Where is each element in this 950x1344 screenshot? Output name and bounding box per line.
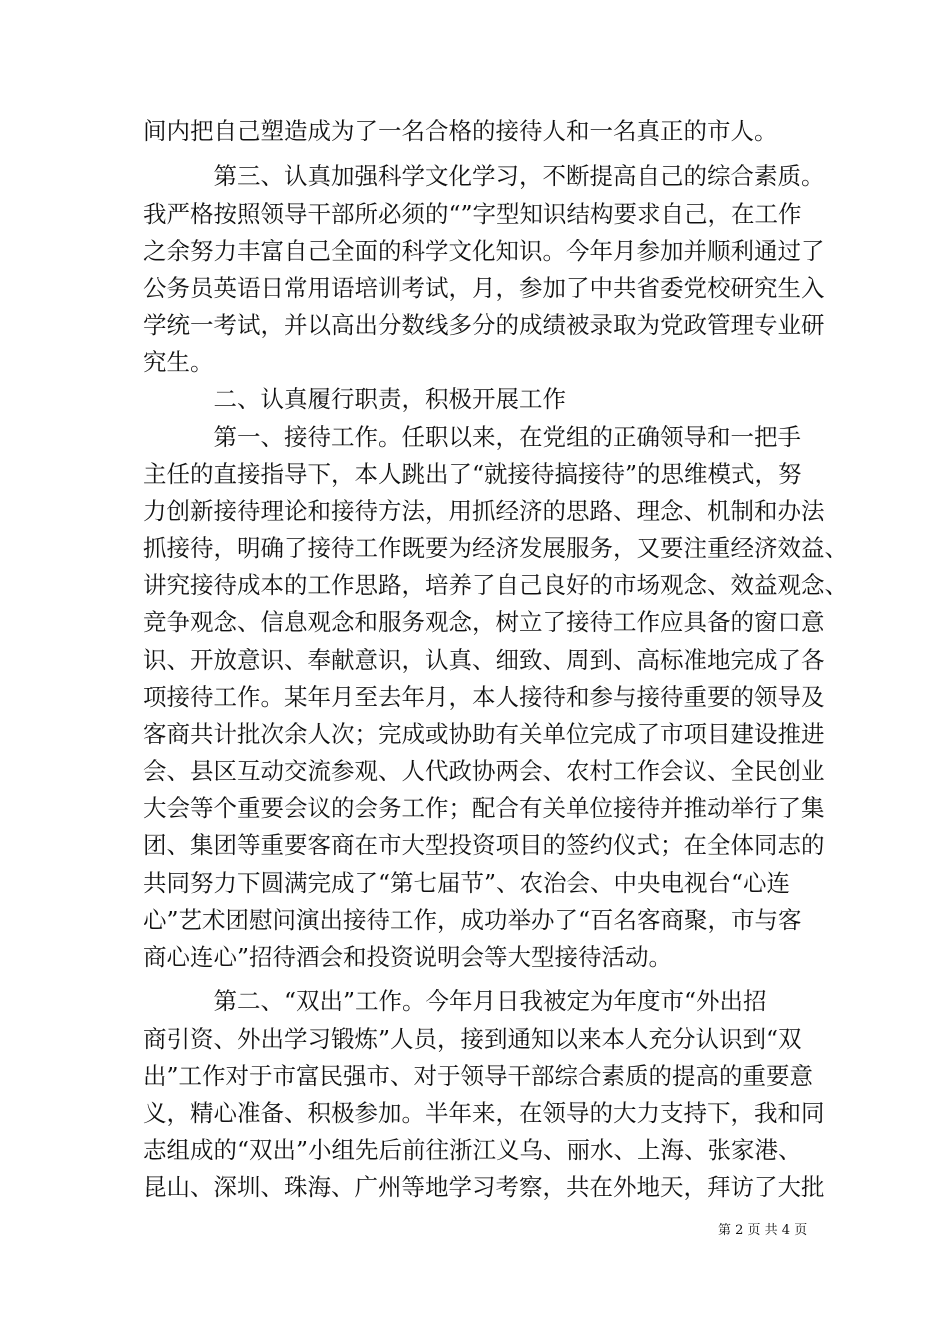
text-line: 昆山、深圳、珠海、广州等地学习考察，共在外地天，拜访了大批 — [143, 1173, 825, 1201]
text-line: 志组成的“双出”小组先后前往浙江义乌、丽水、上海、张家港、 — [143, 1136, 802, 1164]
text-line: 第二、“双出”工作。今年月日我被定为年度市“外出招 — [143, 987, 767, 1015]
text-line: 团、集团等重要客商在市大型投资项目的签约仪式；在全体同志的 — [143, 831, 825, 859]
text-line: 之余努力丰富自己全面的科学文化知识。今年月参加并顺利通过了 — [143, 237, 825, 265]
section-heading: 二、认真履行职责，积极开展工作 — [143, 385, 566, 413]
page-number-footer: 第 2 页 共 4 页 — [718, 1223, 808, 1238]
text-line: 我严格按照领导干部所必须的“”字型知识结构要求自己，在工作 — [143, 200, 802, 228]
text-line: 第一、接待工作。任职以来，在党组的正确领导和一把手 — [143, 423, 801, 451]
text-line: 间内把自己塑造成为了一名合格的接待人和一名真正的市人。 — [143, 117, 778, 145]
text-line: 心”艺术团慰问演出接待工作，成功举办了“百名客商聚，市与客 — [143, 906, 802, 934]
text-line: 商心连心”招待酒会和投资说明会等大型接待活动。 — [143, 943, 673, 971]
text-line: 力创新接待理论和接待方法，用抓经济的思路、理念、机制和办法 — [143, 497, 825, 525]
text-line: 商引资、外出学习锻炼”人员，接到通知以来本人充分认识到“双 — [143, 1025, 802, 1053]
text-line: 项接待工作。某年月至去年月，本人接待和参与接待重要的领导及 — [143, 683, 825, 711]
text-line: 究生。 — [143, 348, 214, 376]
text-line: 大会等个重要会议的会务工作；配合有关单位接待并推动举行了集 — [143, 794, 825, 822]
text-line: 义，精心准备、积极参加。半年来，在领导的大力支持下，我和同 — [143, 1099, 825, 1127]
text-line: 抓接待，明确了接待工作既要为经济发展服务，又要注重经济效益、 — [143, 534, 848, 562]
text-line: 出”工作对于市富民强市、对于领导干部综合素质的提高的重要意 — [143, 1062, 814, 1090]
text-line: 共同努力下圆满完成了“第七届节”、农治会、中央电视台“心连 — [143, 869, 791, 897]
text-line: 第三、认真加强科学文化学习，不断提高自己的综合素质。 — [143, 162, 825, 190]
text-line: 讲究接待成本的工作思路，培养了自己良好的市场观念、效益观念、 — [143, 571, 848, 599]
text-line: 竞争观念、信息观念和服务观念，树立了接待工作应具备的窗口意 — [143, 608, 825, 636]
text-line: 学统一考试，并以高出分数线多分的成绩被录取为党政管理专业研 — [143, 311, 825, 339]
text-line: 会、县区互动交流参观、人代政协两会、农村工作会议、全民创业 — [143, 757, 825, 785]
text-line: 识、开放意识、奉献意识，认真、细致、周到、高标准地完成了各 — [143, 646, 825, 674]
text-line: 客商共计批次余人次；完成或协助有关单位完成了市项目建设推进 — [143, 720, 825, 748]
text-line: 主任的直接指导下，本人跳出了“就接待搞接待”的思维模式，努 — [143, 460, 802, 488]
text-line: 公务员英语日常用语培训考试，月，参加了中共省委党校研究生入 — [143, 274, 825, 302]
